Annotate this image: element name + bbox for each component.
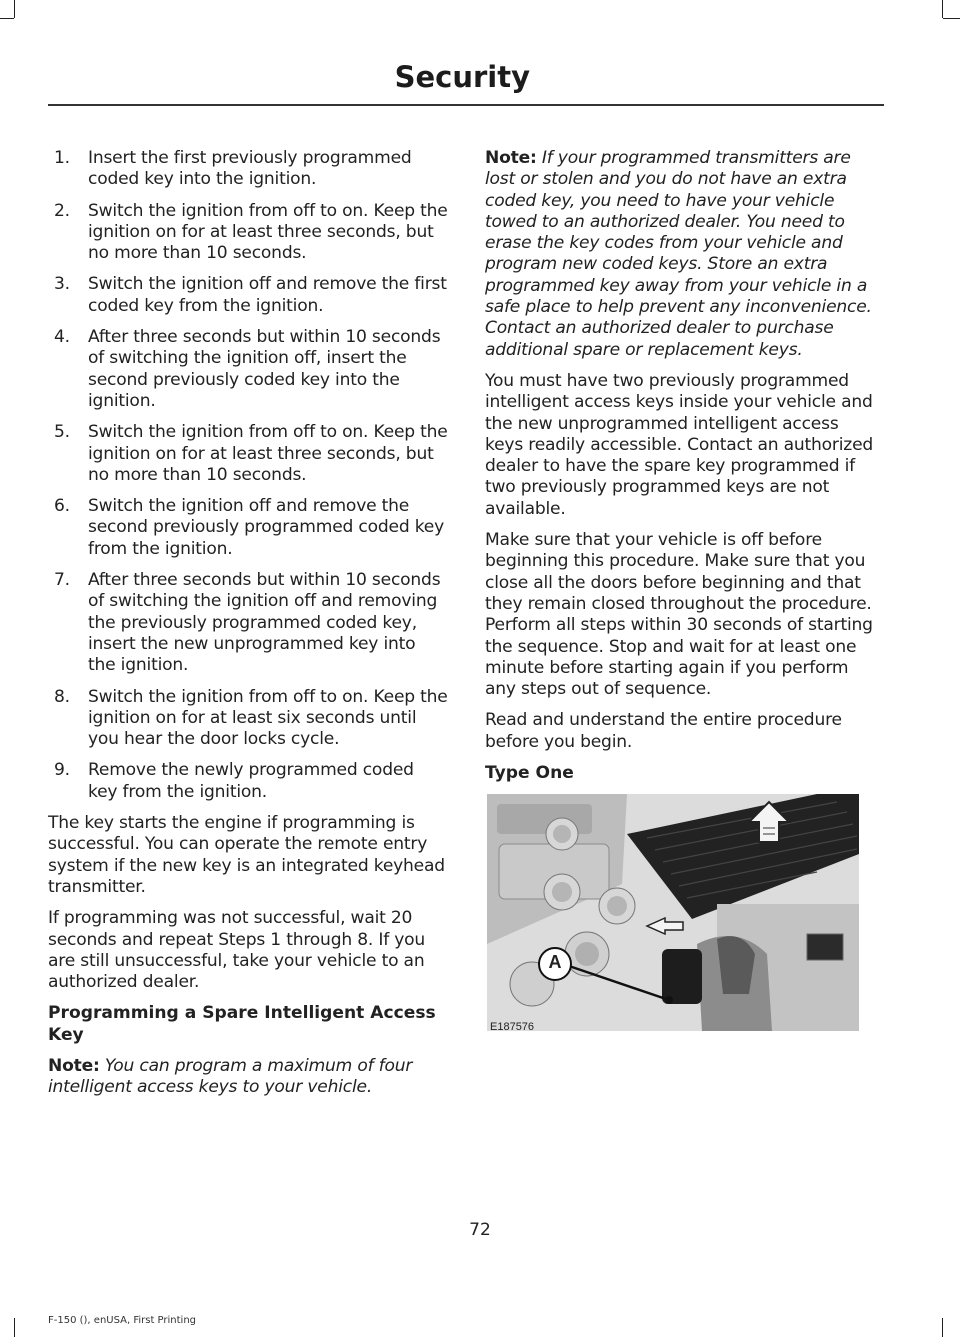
- note-label: Note:: [485, 148, 537, 168]
- crop-mark: [942, 0, 943, 18]
- note-label: Note:: [48, 1055, 100, 1076]
- list-item: [48, 327, 448, 412]
- step-text: Switch the ignition off and remove the first coded key from the ignition.: [88, 274, 447, 316]
- figure-id: E187576: [490, 1021, 535, 1032]
- list-item: [48, 496, 448, 560]
- crop-mark: [14, 1318, 15, 1337]
- section-heading: Programming a Spare Intelligent Access Key: [48, 1003, 436, 1045]
- list-item: [48, 422, 448, 486]
- list-item: [48, 274, 448, 317]
- step-text: Insert the first previously programmed coded key into the ignition.: [88, 148, 412, 190]
- step-number: 8.: [54, 686, 70, 707]
- procedure-steps: [48, 148, 448, 803]
- crop-mark: [943, 18, 960, 19]
- body-paragraph: Read and understand the entire procedure before you begin.: [485, 710, 842, 752]
- step-number: 2.: [54, 200, 70, 221]
- body-paragraph: The key starts the engine if programming is successful. You can operate the remote entry system if the new key is an integrated keyhead transmitter.: [48, 813, 445, 897]
- crop-mark: [942, 1318, 943, 1337]
- step-text: Switch the ignition off and remove the second previously programmed coded key from the ignition.: [88, 496, 445, 559]
- step-number: 6.: [54, 496, 70, 517]
- step-number: 4.: [54, 327, 70, 348]
- footer-text: F-150 (), enUSA, First Printing: [48, 1315, 197, 1326]
- step-number: 5.: [54, 422, 70, 443]
- step-number: 1.: [54, 148, 70, 168]
- list-item: [48, 201, 448, 265]
- step-number: 9.: [54, 760, 70, 781]
- header-divider: [48, 104, 884, 106]
- step-text: After three seconds but within 10 seconds of switching the ignition off, insert the second previously coded key into the ignition.: [88, 327, 441, 411]
- page-title: Security: [394, 60, 530, 94]
- list-item: [48, 148, 448, 191]
- step-number: 3.: [54, 274, 70, 295]
- step-text: Switch the ignition from off to on. Keep the ignition on for at least three seconds, but no more than 10 seconds.: [88, 422, 448, 485]
- list-item: [48, 760, 448, 803]
- note-text: You can program a maximum of four intelligent access keys to your vehicle.: [48, 1055, 413, 1098]
- subheading: Type One: [485, 763, 574, 784]
- body-paragraph: If programming was not successful, wait 20 seconds and repeat Steps 1 through 8. If you are still unsuccessful, take your vehicle to an authorized dealer.: [48, 908, 426, 993]
- callout-label: A: [548, 952, 562, 973]
- left-column: [48, 148, 448, 1109]
- console-drawing: [487, 794, 859, 1031]
- note-text: If your programmed transmitters are lost or stolen and you do not have an extra coded key, you need to have your vehicle towed to an authorized dealer. You need to erase the key codes from your vehicle and program new coded keys. Store an extra programmed key away from your vehicle in a safe place to help prevent any inconvenience. Contact an authorized dealer to purchase additional spare or replacement keys.: [485, 148, 872, 360]
- step-text: Switch the ignition from off to on. Keep the ignition on for at least six seconds until you hear the door locks cycle.: [88, 686, 448, 750]
- right-column: [485, 148, 881, 1031]
- body-paragraph: You must have two previously programmed intelligent access keys inside your vehicle and the new unprogrammed intelligent access keys readily accessible. Contact an authorized dealer to have the spare key programmed if two previously programmed keys are not available.: [485, 370, 874, 519]
- step-text: After three seconds but within 10 seconds of switching the ignition off and removing the previously programmed coded key, insert the new unprogrammed key into the ignition.: [88, 570, 441, 676]
- list-item: [48, 687, 448, 751]
- body-paragraph: Make sure that your vehicle is off before beginning this procedure. Make sure that you close all the doors before beginning and that they remain closed throughout the procedure. Perform all steps within 30 seconds of starting the sequence. Stop and wait for at least one minute before starting again if you perform any steps out of sequence.: [485, 530, 873, 700]
- list-item: [48, 570, 448, 676]
- note: [48, 1056, 448, 1099]
- page-number: 72: [469, 1220, 491, 1240]
- step-text: Switch the ignition from off to on. Keep the ignition on for at least three seconds, but no more than 10 seconds.: [88, 200, 448, 264]
- step-text: Remove the newly programmed coded key from the ignition.: [88, 760, 414, 802]
- note: [485, 148, 881, 361]
- console-illustration: [487, 794, 859, 1031]
- step-number: 7.: [54, 570, 70, 591]
- crop-mark: [14, 0, 15, 18]
- crop-mark: [0, 18, 14, 19]
